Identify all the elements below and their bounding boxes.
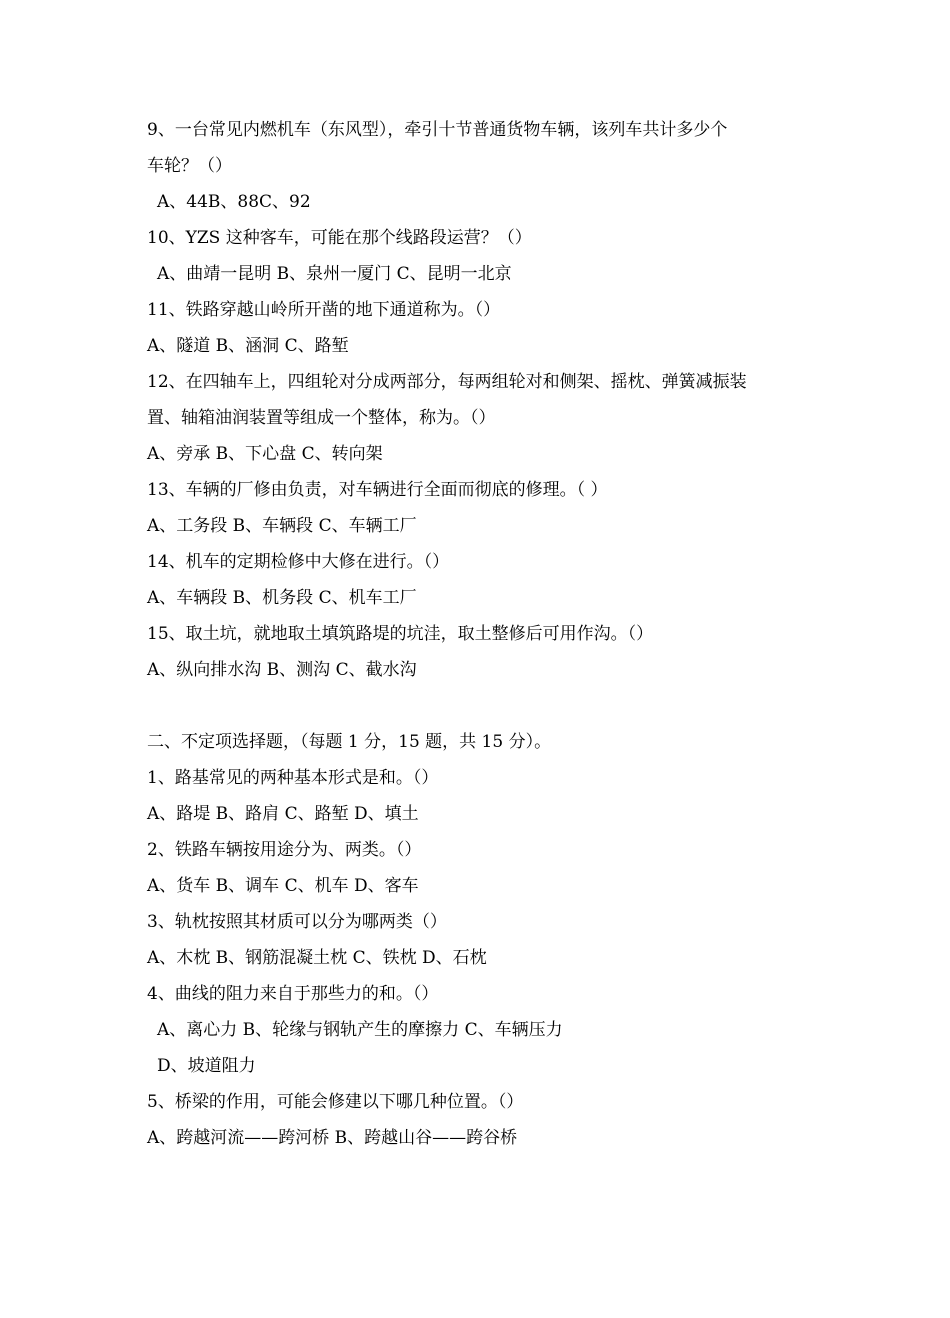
question-12-stem-line2: 置、轴箱油润装置等组成一个整体，称为。（） xyxy=(147,408,496,428)
question-9-stem-line2: 车轮？（） xyxy=(147,156,232,176)
question-10-stem: 10、YZS 这种客车，可能在那个线路段运营？（） xyxy=(147,228,532,248)
document-content xyxy=(147,112,807,1156)
section-gap xyxy=(147,688,807,724)
question-15-options: A、纵向排水沟 B、测沟 C、截水沟 xyxy=(147,660,417,680)
s2-question-5-stem: 5、桥梁的作用，可能会修建以下哪几种位置。（） xyxy=(147,1092,524,1112)
question-9-stem-line1: 9、一台常见内燃机车（东风型），牵引十节普通货物车辆，该列车共计多少个 xyxy=(147,120,728,140)
question-11-options: A、隧道 B、涵洞 C、路堑 xyxy=(147,336,349,356)
s2-question-3-options: A、木枕 B、钢筋混凝土枕 C、铁枕 D、石枕 xyxy=(147,948,487,968)
question-13-stem: 13、车辆的厂修由负责，对车辆进行全面而彻底的修理。（ ） xyxy=(147,480,608,500)
s2-question-4-stem: 4、曲线的阻力来自于那些力的和。（） xyxy=(147,984,439,1004)
s2-question-5-options: A、跨越河流——跨河桥 B、跨越山谷——跨谷桥 xyxy=(147,1128,518,1148)
section-2-heading: 二、不定项选择题，（每题 1 分，15 题，共 15 分）。 xyxy=(147,732,552,752)
question-15-stem: 15、取土坑，就地取土填筑路堤的坑洼，取土整修后可用作沟。（） xyxy=(147,624,654,644)
question-13-options: A、工务段 B、车辆段 C、车辆工厂 xyxy=(147,516,417,536)
s2-question-1-options: A、路堤 B、路肩 C、路堑 D、填土 xyxy=(147,804,419,824)
s2-question-1-stem: 1、路基常见的两种基本形式是和。（） xyxy=(147,768,439,788)
s2-question-2-stem: 2、铁路车辆按用途分为、两类。（） xyxy=(147,840,422,860)
s2-question-2-options: A、货车 B、调车 C、机车 D、客车 xyxy=(147,876,419,896)
s2-question-3-stem: 3、轨枕按照其材质可以分为哪两类（） xyxy=(147,912,447,932)
question-10-options: A、曲靖一昆明 B、泉州一厦门 C、昆明一北京 xyxy=(157,264,512,284)
s2-question-4-options-line2: D、坡道阻力 xyxy=(157,1056,256,1076)
question-14-options: A、车辆段 B、机务段 C、机车工厂 xyxy=(147,588,417,608)
question-14-stem: 14、机车的定期检修中大修在进行。（） xyxy=(147,552,450,572)
question-12-stem-line1: 12、在四轴车上，四组轮对分成两部分，每两组轮对和侧架、摇枕、弹簧减振装 xyxy=(147,372,747,392)
question-11-stem: 11、铁路穿越山岭所开凿的地下通道称为。（） xyxy=(147,300,501,320)
s2-question-4-options-line1: A、离心力 B、轮缘与钢轨产生的摩擦力 C、车辆压力 xyxy=(157,1020,563,1040)
question-12-options: A、旁承 B、下心盘 C、转向架 xyxy=(147,444,383,464)
question-9-options: A、44B、88C、92 xyxy=(157,192,311,212)
